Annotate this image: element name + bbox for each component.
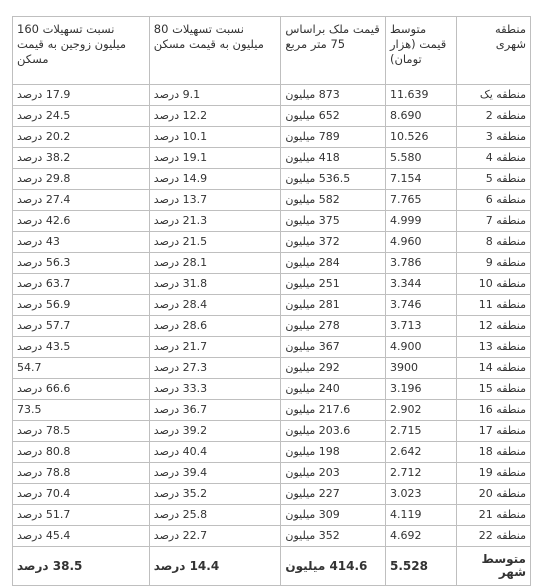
housing-loan-table bbox=[12, 16, 531, 586]
avg-price-cell: 4.119 bbox=[385, 505, 456, 526]
home-price-cell: 375 میلیون bbox=[281, 211, 386, 232]
ratio-160-cell: 45.4 درصد bbox=[13, 526, 150, 547]
avg-price-cell: 2.642 bbox=[385, 442, 456, 463]
avg-price-cell: 4.999 bbox=[385, 211, 456, 232]
region-cell: منطقه 11 bbox=[457, 295, 531, 316]
footer-avg: 5.528 bbox=[385, 547, 456, 586]
avg-price-cell: 7.765 bbox=[385, 190, 456, 211]
ratio-160-cell: 43.5 درصد bbox=[13, 337, 150, 358]
table-footer bbox=[13, 547, 531, 586]
ratio-80-cell: 28.4 درصد bbox=[149, 295, 281, 316]
home-price-cell: 203.6 میلیون bbox=[281, 421, 386, 442]
region-cell: منطقه 2 bbox=[457, 106, 531, 127]
table-row bbox=[13, 169, 531, 190]
table-row bbox=[13, 211, 531, 232]
home-price-cell: 284 میلیون bbox=[281, 253, 386, 274]
home-price-cell: 789 میلیون bbox=[281, 127, 386, 148]
region-cell: منطقه 17 bbox=[457, 421, 531, 442]
home-price-cell: 198 میلیون bbox=[281, 442, 386, 463]
table-row bbox=[13, 505, 531, 526]
ratio-160-cell: 56.3 درصد bbox=[13, 253, 150, 274]
home-price-cell: 352 میلیون bbox=[281, 526, 386, 547]
footer-ratio-80: 14.4 درصد bbox=[149, 547, 281, 586]
home-price-cell: 309 میلیون bbox=[281, 505, 386, 526]
ratio-80-cell: 21.3 درصد bbox=[149, 211, 281, 232]
ratio-160-cell: 38.2 درصد bbox=[13, 148, 150, 169]
avg-price-cell: 8.690 bbox=[385, 106, 456, 127]
table-row bbox=[13, 148, 531, 169]
table-row bbox=[13, 253, 531, 274]
table-row bbox=[13, 232, 531, 253]
ratio-160-cell: 80.8 درصد bbox=[13, 442, 150, 463]
ratio-160-cell: 43 درصد bbox=[13, 232, 150, 253]
header-row bbox=[13, 17, 531, 85]
home-price-cell: 418 میلیون bbox=[281, 148, 386, 169]
table-row bbox=[13, 106, 531, 127]
home-price-cell: 292 میلیون bbox=[281, 358, 386, 379]
region-cell: منطقه 14 bbox=[457, 358, 531, 379]
home-price-cell: 582 میلیون bbox=[281, 190, 386, 211]
avg-price-cell: 11.639 bbox=[385, 85, 456, 106]
ratio-80-cell: 10.1 درصد bbox=[149, 127, 281, 148]
table-row bbox=[13, 127, 531, 148]
table-row bbox=[13, 400, 531, 421]
home-price-cell: 372 میلیون bbox=[281, 232, 386, 253]
table-row bbox=[13, 190, 531, 211]
ratio-80-cell: 35.2 درصد bbox=[149, 484, 281, 505]
table-row bbox=[13, 379, 531, 400]
ratio-160-cell: 78.5 درصد bbox=[13, 421, 150, 442]
header-ratio-160: نسبت تسهیلات 160 میلیون زوجین به قیمت مسکن bbox=[13, 17, 150, 85]
region-cell: منطقه 9 bbox=[457, 253, 531, 274]
home-price-cell: 278 میلیون bbox=[281, 316, 386, 337]
header-avg-price: متوسط قیمت (هزار تومان) bbox=[385, 17, 456, 85]
region-cell: منطقه 4 bbox=[457, 148, 531, 169]
region-cell: منطقه 16 bbox=[457, 400, 531, 421]
home-price-cell: 281 میلیون bbox=[281, 295, 386, 316]
ratio-80-cell: 13.7 درصد bbox=[149, 190, 281, 211]
region-cell: منطقه یک bbox=[457, 85, 531, 106]
header-home-price: قیمت ملک براساس 75 متر مربع bbox=[281, 17, 386, 85]
ratio-160-cell: 17.9 درصد bbox=[13, 85, 150, 106]
ratio-80-cell: 28.1 درصد bbox=[149, 253, 281, 274]
table-row bbox=[13, 421, 531, 442]
avg-price-cell: 3.786 bbox=[385, 253, 456, 274]
ratio-80-cell: 39.2 درصد bbox=[149, 421, 281, 442]
ratio-160-cell: 70.4 درصد bbox=[13, 484, 150, 505]
ratio-160-cell: 29.8 درصد bbox=[13, 169, 150, 190]
header-ratio-80: نسبت تسهیلات 80 میلیون به قیمت مسکن bbox=[149, 17, 281, 85]
footer-region: متوسط شهر bbox=[457, 547, 531, 586]
ratio-80-cell: 21.7 درصد bbox=[149, 337, 281, 358]
footer-ratio-160: 38.5 درصد bbox=[13, 547, 150, 586]
region-cell: منطقه 12 bbox=[457, 316, 531, 337]
housing-loan-table-container bbox=[12, 16, 531, 586]
avg-price-cell: 10.526 bbox=[385, 127, 456, 148]
avg-price-cell: 2.715 bbox=[385, 421, 456, 442]
ratio-80-cell: 28.6 درصد bbox=[149, 316, 281, 337]
home-price-cell: 251 میلیون bbox=[281, 274, 386, 295]
region-cell: منطقه 21 bbox=[457, 505, 531, 526]
ratio-160-cell: 24.5 درصد bbox=[13, 106, 150, 127]
avg-price-cell: 3.196 bbox=[385, 379, 456, 400]
ratio-80-cell: 40.4 درصد bbox=[149, 442, 281, 463]
avg-price-cell: 3.713 bbox=[385, 316, 456, 337]
ratio-160-cell: 20.2 درصد bbox=[13, 127, 150, 148]
ratio-80-cell: 36.7 درصد bbox=[149, 400, 281, 421]
ratio-160-cell: 54.7 bbox=[13, 358, 150, 379]
ratio-160-cell: 78.8 درصد bbox=[13, 463, 150, 484]
table-row bbox=[13, 484, 531, 505]
avg-price-cell: 5.580 bbox=[385, 148, 456, 169]
region-cell: منطقه 18 bbox=[457, 442, 531, 463]
ratio-80-cell: 19.1 درصد bbox=[149, 148, 281, 169]
ratio-80-cell: 12.2 درصد bbox=[149, 106, 281, 127]
ratio-160-cell: 27.4 درصد bbox=[13, 190, 150, 211]
table-row bbox=[13, 85, 531, 106]
avg-price-cell: 7.154 bbox=[385, 169, 456, 190]
header-region: منطقه شهری bbox=[457, 17, 531, 85]
table-row bbox=[13, 337, 531, 358]
home-price-cell: 203 میلیون bbox=[281, 463, 386, 484]
avg-price-cell: 3.023 bbox=[385, 484, 456, 505]
region-cell: منطقه 19 bbox=[457, 463, 531, 484]
home-price-cell: 873 میلیون bbox=[281, 85, 386, 106]
avg-price-cell: 4.692 bbox=[385, 526, 456, 547]
region-cell: منطقه 13 bbox=[457, 337, 531, 358]
footer-price: 414.6 میلیون bbox=[281, 547, 386, 586]
avg-price-cell: 4.900 bbox=[385, 337, 456, 358]
ratio-160-cell: 66.6 درصد bbox=[13, 379, 150, 400]
ratio-80-cell: 25.8 درصد bbox=[149, 505, 281, 526]
table-row bbox=[13, 274, 531, 295]
table-row bbox=[13, 526, 531, 547]
region-cell: منطقه 20 bbox=[457, 484, 531, 505]
ratio-160-cell: 42.6 درصد bbox=[13, 211, 150, 232]
region-cell: منطقه 10 bbox=[457, 274, 531, 295]
table-row bbox=[13, 442, 531, 463]
footer-row-city-average bbox=[13, 547, 531, 586]
avg-price-cell: 4.960 bbox=[385, 232, 456, 253]
table-body bbox=[13, 85, 531, 547]
region-cell: منطقه 8 bbox=[457, 232, 531, 253]
region-cell: منطقه 15 bbox=[457, 379, 531, 400]
home-price-cell: 240 میلیون bbox=[281, 379, 386, 400]
ratio-80-cell: 31.8 درصد bbox=[149, 274, 281, 295]
avg-price-cell: 2.712 bbox=[385, 463, 456, 484]
home-price-cell: 652 میلیون bbox=[281, 106, 386, 127]
table-row bbox=[13, 358, 531, 379]
table-row bbox=[13, 463, 531, 484]
region-cell: منطقه 22 bbox=[457, 526, 531, 547]
avg-price-cell: 3900 bbox=[385, 358, 456, 379]
region-cell: منطقه 5 bbox=[457, 169, 531, 190]
ratio-80-cell: 33.3 درصد bbox=[149, 379, 281, 400]
ratio-160-cell: 57.7 درصد bbox=[13, 316, 150, 337]
home-price-cell: 536.5 میلیون bbox=[281, 169, 386, 190]
ratio-160-cell: 56.9 درصد bbox=[13, 295, 150, 316]
home-price-cell: 227 میلیون bbox=[281, 484, 386, 505]
avg-price-cell: 3.746 bbox=[385, 295, 456, 316]
ratio-160-cell: 73.5 bbox=[13, 400, 150, 421]
avg-price-cell: 3.344 bbox=[385, 274, 456, 295]
table-row bbox=[13, 316, 531, 337]
region-cell: منطقه 3 bbox=[457, 127, 531, 148]
ratio-80-cell: 27.3 درصد bbox=[149, 358, 281, 379]
ratio-80-cell: 22.7 درصد bbox=[149, 526, 281, 547]
ratio-80-cell: 14.9 درصد bbox=[149, 169, 281, 190]
home-price-cell: 367 میلیون bbox=[281, 337, 386, 358]
home-price-cell: 217.6 میلیون bbox=[281, 400, 386, 421]
ratio-80-cell: 39.4 درصد bbox=[149, 463, 281, 484]
table-row bbox=[13, 295, 531, 316]
ratio-80-cell: 21.5 درصد bbox=[149, 232, 281, 253]
ratio-160-cell: 51.7 درصد bbox=[13, 505, 150, 526]
avg-price-cell: 2.902 bbox=[385, 400, 456, 421]
ratio-160-cell: 63.7 درصد bbox=[13, 274, 150, 295]
table-header bbox=[13, 17, 531, 85]
region-cell: منطقه 7 bbox=[457, 211, 531, 232]
region-cell: منطقه 6 bbox=[457, 190, 531, 211]
ratio-80-cell: 9.1 درصد bbox=[149, 85, 281, 106]
